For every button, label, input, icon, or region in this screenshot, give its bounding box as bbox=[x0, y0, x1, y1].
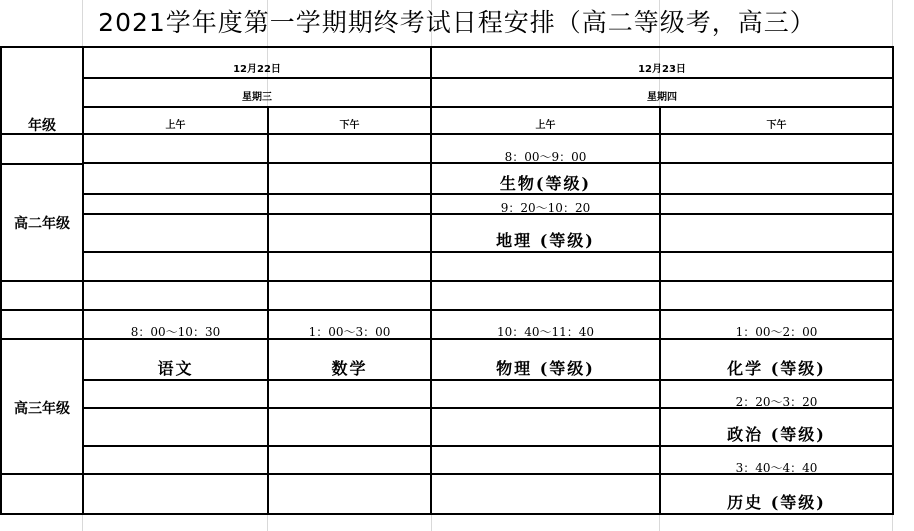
exam-subject: 化学 (等级) bbox=[727, 359, 826, 378]
wed-pm-header: 下午 bbox=[339, 120, 360, 131]
wed-am-header: 上午 bbox=[165, 120, 186, 131]
date-header-2: 12月23日 bbox=[638, 64, 686, 75]
exam-time: 2：20～3：20 bbox=[735, 395, 818, 409]
exam-subject: 历史 (等级) bbox=[727, 493, 826, 512]
exam-subject: 数学 bbox=[331, 359, 368, 378]
exam-subject: 生物(等级) bbox=[499, 174, 592, 193]
exam-time: 8：00～9：00 bbox=[504, 150, 587, 164]
exam-time: 10：40～11：40 bbox=[496, 325, 595, 339]
exam-subject: 政治 (等级) bbox=[727, 425, 826, 444]
exam-subject: 地理 (等级) bbox=[496, 231, 595, 250]
exam-subject: 物理 (等级) bbox=[496, 359, 595, 378]
thu-am-header: 上午 bbox=[535, 120, 556, 131]
exam-time: 3：40～4：40 bbox=[735, 461, 818, 475]
grade2-label: 高二年级 bbox=[14, 216, 70, 232]
grade3-label: 高三年级 bbox=[14, 401, 70, 417]
page-title: 2021学年度第一学期期终考试日程安排（高二等级考，高三） bbox=[98, 8, 816, 37]
exam-time: 9：20～10：20 bbox=[500, 201, 591, 215]
date-header-1: 12月22日 bbox=[233, 64, 281, 75]
weekday-header-2: 星期四 bbox=[647, 92, 677, 103]
exam-time: 1：00～2：00 bbox=[735, 325, 818, 339]
thu-pm-header: 下午 bbox=[766, 120, 787, 131]
exam-time: 1：00～3：00 bbox=[308, 325, 391, 339]
exam-time: 8：00～10：30 bbox=[130, 325, 221, 339]
exam-subject: 语文 bbox=[157, 359, 194, 378]
grade-column-header: 年级 bbox=[28, 118, 56, 134]
weekday-header-1: 星期三 bbox=[242, 92, 272, 103]
